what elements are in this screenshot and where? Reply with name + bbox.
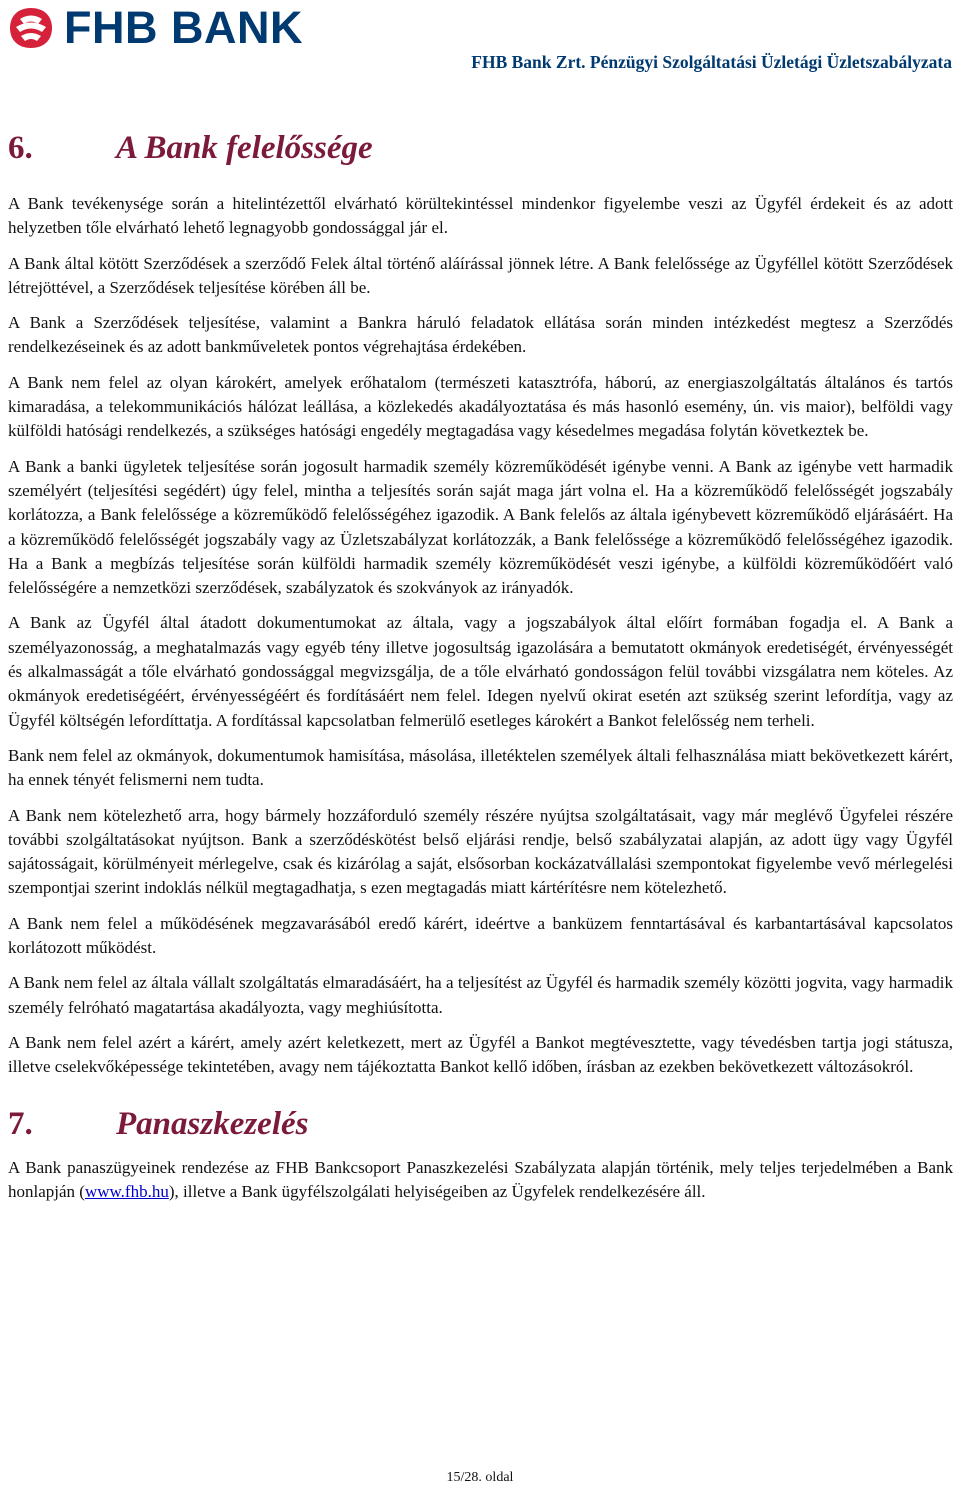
page-number: 15/28. oldal bbox=[446, 1470, 514, 1485]
text-run: A Bank panaszügyeinek rendezése az FHB Bankcsoport Panaszkezelési Szabályzata alapján történik, mely teljes terjedelmében a Bank honlapján ( bbox=[8, 1157, 953, 1201]
paragraph: A Bank a Szerződések teljesítése, valamint a Bankra háruló feladatok ellátása során minden intézkedést megtesz a Szerződés rendelkezéseinek és az adott bankműveletek pontos végrehajtása érdekében. bbox=[8, 313, 953, 357]
document-title: FHB Bank Zrt. Pénzügyi Szolgáltatási Üzletági Üzletszabályzata bbox=[471, 52, 952, 72]
text-run: ), illetve a Bank ügyfélszolgálati helyiségeiben az Ügyfelek rendelkezésére áll. bbox=[168, 1181, 706, 1201]
paragraph: Bank nem felel az okmányok, dokumentumok hamisítása, másolása, illetéktelen személyek általi felhasználása miatt bekövetkezett kárért, ha ennek tényét felismerni nem tudta. bbox=[8, 745, 953, 790]
paragraph: A Bank tevékenysége során a hitelintézettől elvárható körültekintéssel mindenkor figyelembe veszi az Ügyfél érdekeit és az adott helyzetben tőle elvárható lehető legnagyobb gondossággal jár el. bbox=[8, 194, 953, 238]
website-link[interactable]: www.fhb.hu bbox=[84, 1181, 169, 1201]
section-heading-7 bbox=[8, 1094, 953, 1154]
logo-wordmark: FHB BANK bbox=[64, 2, 303, 53]
section-heading-6 bbox=[8, 118, 953, 178]
document-body bbox=[8, 118, 953, 1215]
fhb-logo bbox=[8, 2, 303, 53]
paragraph: A Bank nem felel a működésének megzavarásából eredő kárért, ideértve a banküzem fenntartásával és karbantartásával kapcsolatos korlátozott működést. bbox=[8, 913, 953, 958]
paragraph: A Bank nem kötelezhető arra, hogy bármely hozzáforduló személy részére nyújtsa szolgáltatásait, vagy már meglévő Ügyfelei részére további szolgáltatásokat nyújtson. Bank a szerződéskötést belső eljárási rendje, belső szabályzatai alapján, az adott ügy vagy Ügyfél sajátosságait, körülményeit mérlegelve, csak és kizárólag a saját, elsősorban kockázatvállalási szempontokat figyelembe vevő mérlegelési szempontjai szerint indoklás nélkül megtagadhatja, s ezen megtagadás miatt kártérítésre nem kötelezhető. bbox=[8, 805, 953, 898]
paragraph: A Bank a banki ügyletek teljesítése során jogosult harmadik személy közreműködését igénybe venni. A Bank az igénybe vett harmadik személyért (teljesítési segédért) úgy felel, mintha a teljesítés során saját maga járt volna el. Ha a közreműködő felelősségét jogszabály korlátozza, a Bank felelőssége a közreműködő felelősségéhez igazodik. A Bank felelős az általa igénybevett közreműködő eljárásáért. Ha a közreműködő felelősségét jogszabály vagy az Üzletszabályzat korlátozzák, a Bank felelőssége a közreműködő felelősségéhez igazodik. Ha a Bank a megbízás teljesítése során külföldi harmadik személy közreműködését veszi igénybe, a külföldi közreműködőért való felelősségére a nemzetközi szerződések, szabályzatok és szokványok az irányadók. bbox=[8, 456, 953, 598]
page-header bbox=[0, 0, 960, 90]
section-number: 6. bbox=[8, 130, 33, 166]
paragraph: A Bank nem felel azért a kárért, amely azért keletkezett, mert az Ügyfél a Bankot megtévesztette, vagy tévedésben tartja jogi státusza, illetve cselekvőképessége tekintetében, avagy nem tájékoztatta Bankot kellő időben, írásban az ezekben bekövetkezett változásokról. bbox=[8, 1032, 953, 1077]
paragraph: A Bank nem felel az olyan károkért, amelyek erőhatalom (természeti katasztrófa, háború, az energiaszolgáltatás általános és tartós kimaradása, a telekommunikációs hálózat leállása, a közlekedés akadályoztatása és más hasonló esemény, ún. vis maior), belföldi vagy külföldi hatósági rendelkezés, a szükséges hatósági engedély megtagadása vagy késedelmes megadása folytán következtek be. bbox=[8, 372, 953, 441]
section-number: 7. bbox=[8, 1105, 33, 1142]
fhb-logo-icon bbox=[8, 6, 54, 50]
paragraph: A Bank által kötött Szerződések a szerződő Felek által történő aláírással jönnek létre. A Bank felelőssége az Ügyféllel kötött Szerződések létrejöttével, a Szerződések teljesítése körében áll be. bbox=[8, 253, 953, 297]
paragraph: A Bank az Ügyfél által átadott dokumentumokat az általa, vagy a jogszabályok által előírt formában fogadja el. A Bank a személyazonosság, a meghatalmazás vagy egyéb tény illetve jogosultság igazolására a bemutatott okmányok eredetiségét, érvényességét és alkalmasságát a tőle elvárható gondossággal megvizsgálja, de a tőle elvárható gondosságon felül további vizsgálatra nem köteles. Az okmányok eredetiségéért, érvényességéért és fordításáért nem felel. Idegen nyelvű okirat esetén azt szükség szerint lefordítja, vagy az Ügyfél költségén lefordíttatja. A fordítással kapcsolatban felmerülő esetleges károkért a Bankot felelősség nem terheli. bbox=[8, 613, 953, 730]
paragraph bbox=[8, 1156, 953, 1205]
section-title: A Bank felelőssége bbox=[116, 130, 373, 166]
paragraph: A Bank nem felel az általa vállalt szolgáltatás elmaradásáért, ha a teljesítést az Ügyfél és harmadik személy közötti jogvita, vagy harmadik személy felróható magatartása akadályozta, vagy meghiúsította. bbox=[8, 973, 953, 1017]
section-title: Panaszkezelés bbox=[116, 1105, 309, 1142]
